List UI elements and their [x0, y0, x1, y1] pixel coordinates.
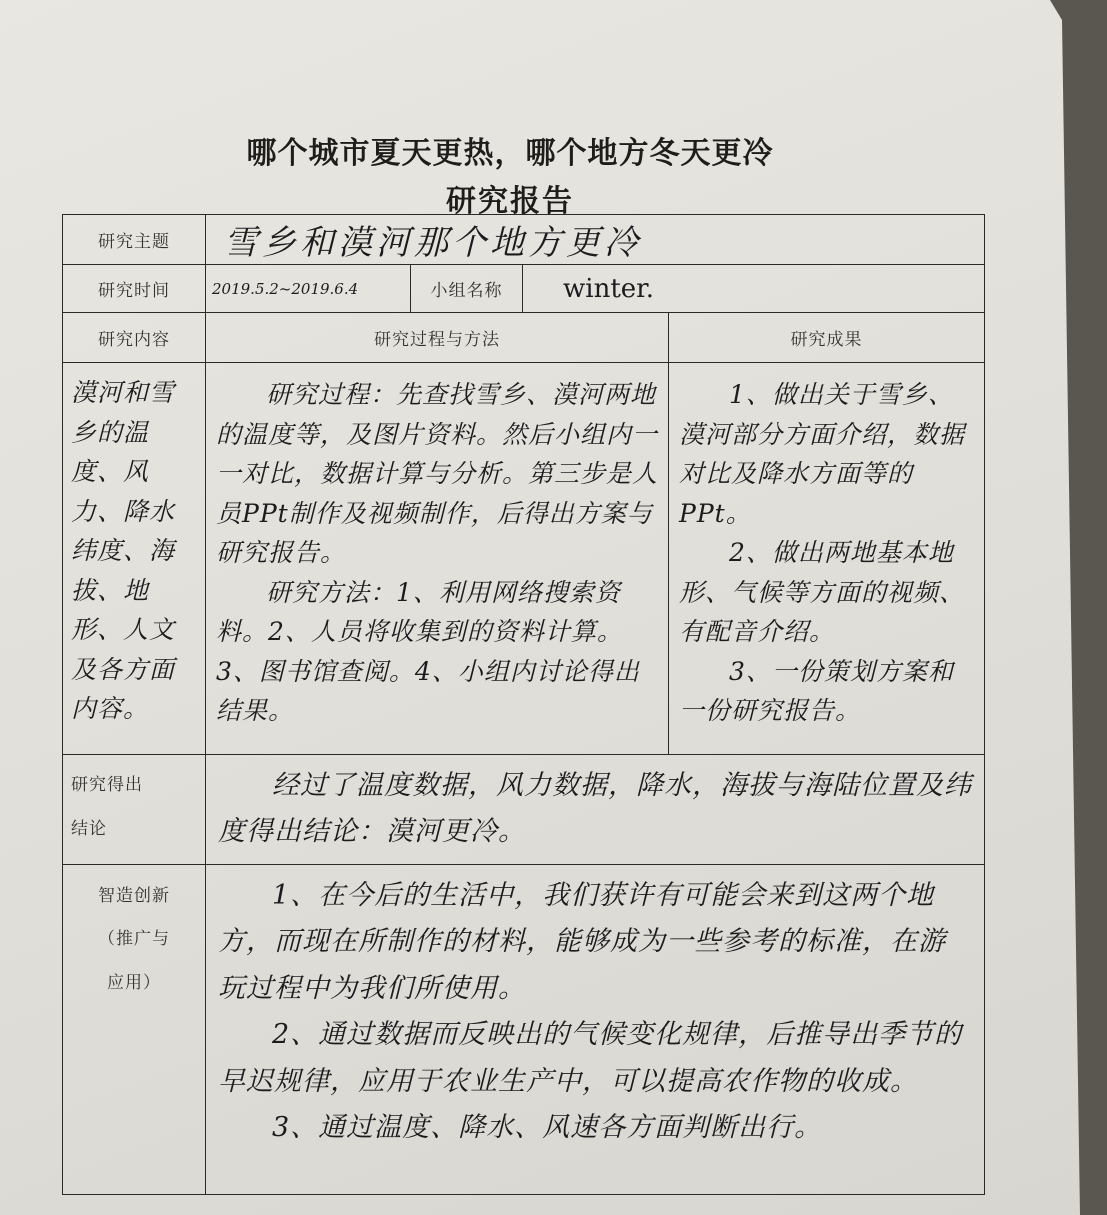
label-innovation-line1: 智造创新 — [98, 885, 170, 906]
innovation-item: 3、通过温度、降水、风速各方面判断出行。 — [272, 1112, 823, 1144]
label-conclusion-line1: 研究得出 — [71, 775, 143, 795]
method-paragraph: 研究方法：1、利用网络搜索资料。2、人员将收集到的资料计算。3、图书馆查阅。4、小组内讨论得出结果。 — [216, 577, 640, 725]
value-innovation — [206, 864, 985, 1194]
row-conclusion — [63, 755, 985, 865]
label-innovation — [63, 864, 206, 1194]
value-time: 2019.5.2~2019.6.4 — [206, 265, 411, 313]
label-process: 研究过程与方法 — [206, 313, 669, 363]
value-group: winter. — [523, 265, 985, 313]
row-content-body — [63, 363, 985, 755]
value-conclusion — [206, 755, 985, 865]
process-paragraph: 研究过程：先查找雪乡、漠河两地的温度等，及图片资料。然后小组内一一对比，数据计算与分析。第三步是人员PPt制作及视频制作，后得出方案与研究报告。 — [216, 380, 659, 567]
row-topic — [63, 215, 985, 265]
label-topic: 研究主题 — [63, 215, 206, 265]
label-group: 小组名称 — [411, 265, 523, 313]
label-conclusion — [63, 755, 206, 865]
result-item: 3、一份策划方案和一份研究报告。 — [679, 656, 954, 725]
report-subtitle: 研究报告 — [446, 184, 574, 219]
report-title: 哪个城市夏天更热，哪个地方冬天更冷 — [246, 136, 774, 171]
value-results — [669, 363, 985, 755]
value-topic: 雪乡和漠河那个地方更冷 — [206, 215, 985, 265]
label-conclusion-line2: 结论 — [71, 819, 107, 840]
label-content: 研究内容 — [63, 313, 206, 363]
row-innovation — [63, 864, 985, 1194]
label-innovation-line3: 应用） — [107, 972, 161, 993]
innovation-item: 1、在今后的生活中，我们获许有可能会来到这两个地方，而现在所制作的材料，能够成为一些参考的标准，在游玩过程中为我们所使用。 — [218, 879, 946, 1004]
result-item: 2、做出两地基本地形、气候等方面的视频、有配音介绍。 — [679, 538, 966, 646]
label-innovation-line2: （推广与 — [98, 929, 170, 950]
row-content-header — [63, 313, 985, 363]
label-results: 研究成果 — [669, 313, 985, 363]
row-time — [63, 265, 985, 313]
result-item: 1、做出关于雪乡、漠河部分方面介绍，数据对比及降水方面等的PPt。 — [679, 380, 966, 528]
label-time: 研究时间 — [63, 265, 206, 313]
innovation-item: 2、通过数据而反映出的气候变化规律，后推导出季节的早迟规律，应用于农业生产中，可以提高农作物的收成。 — [218, 1019, 963, 1097]
report-table — [62, 214, 985, 1195]
conclusion-text: 经过了温度数据，风力数据，降水，海拔与海陆位置及纬度得出结论：漠河更冷。 — [218, 770, 972, 848]
value-content: 漠河和雪乡的温度、风力、降水纬度、海拔、地形、人文及各方面内容。 — [63, 363, 206, 755]
value-process — [206, 363, 669, 755]
